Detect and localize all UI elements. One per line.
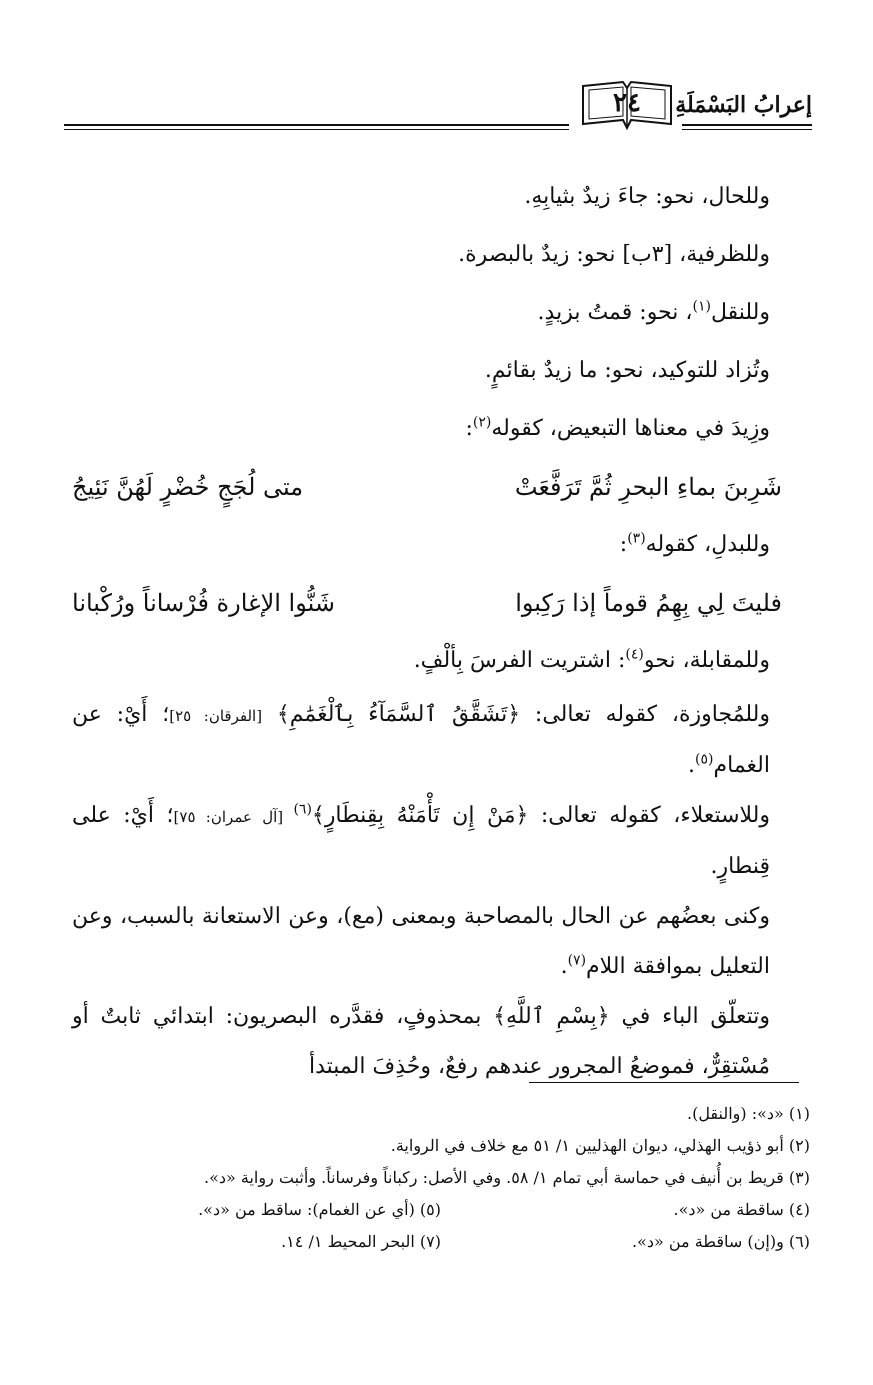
poetry-verse (72, 574, 810, 632)
text-line (72, 400, 810, 458)
footnote: (٤) ساقطة من «د». (673, 1200, 810, 1219)
verse-hemistich-first: شَرِبنَ بماءِ البحرِ ثُمَّ تَرَفَّعَتْ (514, 473, 782, 501)
text-line (72, 168, 810, 226)
paragraph (72, 791, 810, 892)
text-span: . (560, 954, 568, 979)
text-line (72, 284, 810, 342)
text-span: وكنى بعضُهم عن الحال بالمصاحبة وبمعنى (مع)، وعن الاستعانة بالسبب، وعن التعليل بموافقة اللام (72, 904, 770, 979)
footnote: (٣) قريط بن أُنيف في حماسة أبي تمام ١/ ٥٨. وفي الأصل: ركباناً وفرساناً. وأثبت رواية «د». (204, 1168, 810, 1187)
text-line (72, 226, 810, 284)
text-span: . (688, 753, 696, 778)
main-text (72, 168, 810, 1092)
footnote-marker: (٥) (695, 751, 714, 768)
text-span: وللنقل (710, 300, 770, 325)
footnote-marker: (٤) (625, 646, 644, 663)
text-span: وتُزاد للتوكيد، نحو: ما زيدٌ بقائمٍ. (484, 358, 770, 383)
text-span: وللاستعلاء، كقوله تعالى: ﴿مَنْ إِن تَأْمَنْهُ بِقِنطَارٍ﴾ (311, 803, 770, 828)
text-span: ، نحو: قمتُ بزيدٍ. (537, 300, 693, 325)
text-line (72, 342, 810, 400)
footnote-separator (529, 1082, 799, 1083)
text-span: : اشتريت الفرسَ بِألْفٍ. (413, 648, 626, 673)
footnote-marker: (٢) (472, 414, 492, 431)
footnote-marker: (٣) (627, 530, 646, 547)
footnote-marker: (٧) (567, 952, 587, 969)
footnote-row (72, 1196, 810, 1228)
verse-hemistich-second: متى لُجَجٍ خُضْرٍ لَهُنَّ نَئِيجُ (72, 473, 304, 501)
text-line (72, 516, 810, 574)
text-span: وللظرفية، [٣ب] نحو: زيدٌ بالبصرة. (458, 242, 770, 267)
text-span: وللحال، نحو: جاءَ زيدٌ بثيابِهِ. (524, 184, 770, 209)
text-span: ؛ أَيْ: على قِنطارٍ. (72, 803, 770, 879)
paragraph (72, 992, 810, 1092)
page-header (64, 78, 812, 138)
text-span: : (465, 416, 473, 441)
footnote: (٦) و(إن) ساقطة من «د». (631, 1232, 810, 1251)
footnote: (٢) أبو ذؤيب الهذلي، ديوان الهذليين ١/ ٥١ مع خلاف في الرواية. (390, 1136, 810, 1155)
header-rule-left (64, 124, 569, 130)
text-line (72, 632, 810, 690)
text-span: : (619, 532, 628, 557)
footnote: (٥) (أي عن الغمام): ساقط من «د». (198, 1200, 441, 1219)
footnote-row (72, 1228, 810, 1260)
text-span: وللمقابلة، نحو (643, 648, 770, 673)
text-span: وتتعلّق الباء في ﴿بِسْمِ ٱللَّهِ﴾ بمحذوفٍ، فقدَّره البصريون: ابتدائي ثابتٌ أو مُسْتقِرٌّ، فموضعُ المجرور عندهم رفعٌ، وحُذِفَ المبتدأ (72, 1004, 770, 1079)
text-span: ؛ أَيْ: عن الغمام (72, 702, 770, 778)
footnote-marker: (٦) (293, 801, 312, 818)
footnote: (١) «د»: (والنقل). (686, 1104, 810, 1123)
text-span: وزِيدَ في معناها التبعيض، كقوله (491, 416, 770, 441)
verse-hemistich-first: فليتَ لِي بِهِمُ قوماً إذا رَكِبوا (515, 589, 782, 617)
text-span: وللبدلِ، كقوله (645, 532, 770, 557)
text-span: وللمُجاوزة، كقوله تعالى: ﴿تَشَقَّقُ ٱلسَّمَآءُ بِٱلْغَمَٰمِ﴾ (262, 702, 770, 727)
footnotes (72, 1100, 810, 1260)
quran-reference: [آل عمران: ٧٥] (173, 808, 294, 826)
verse-hemistich-second: شَنُّوا الإغارة فُرْساناً ورُكْبانا (72, 589, 335, 617)
paragraph (72, 690, 810, 791)
page-number-badge (579, 80, 675, 130)
page-number: ٢٤ (613, 88, 641, 118)
header-rule-right (682, 124, 812, 130)
paragraph (72, 892, 810, 992)
footnote: (٧) البحر المحيط ١/ ١٤. (281, 1232, 441, 1251)
running-title: إعرابُ البَسْمَلَةِ (675, 92, 812, 118)
footnote-marker: (١) (692, 298, 711, 315)
quran-reference: [الفرقان: ٢٥] (169, 707, 263, 725)
poetry-verse (72, 458, 810, 516)
